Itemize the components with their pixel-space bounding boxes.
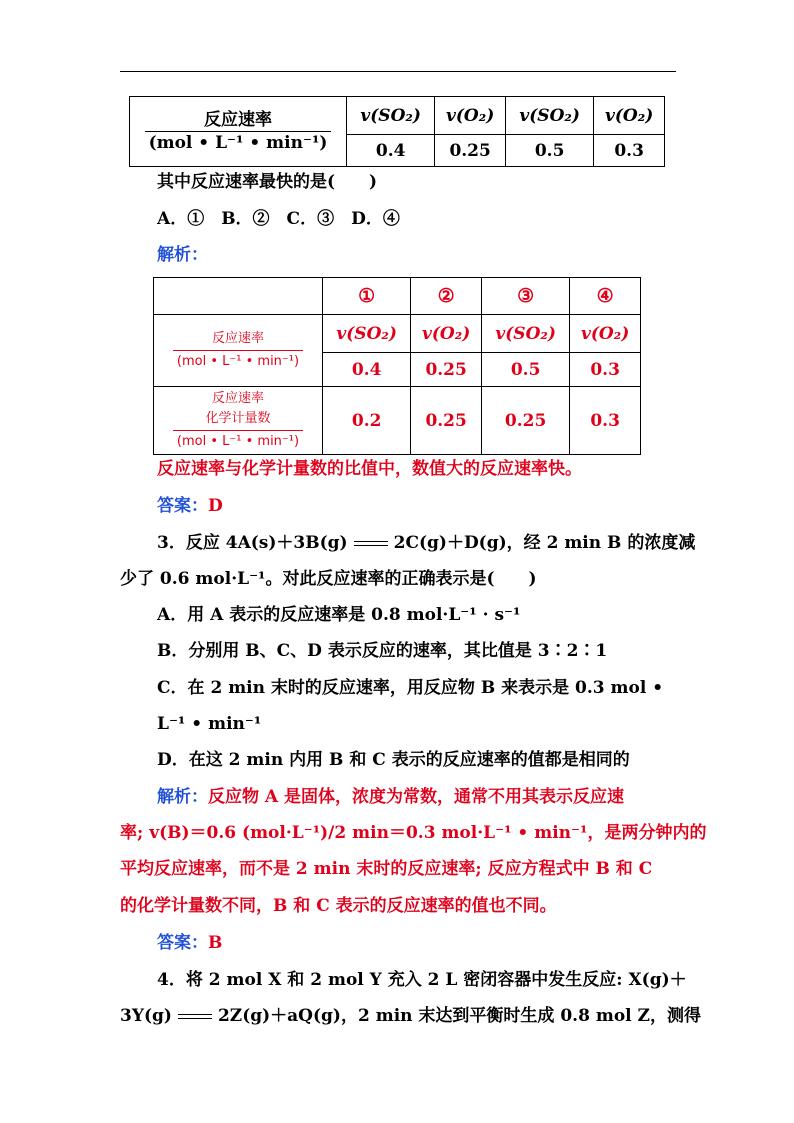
explanation-table [153, 277, 641, 455]
explanation-conclusion: 反应速率与化学计量数的比值中，数值大的反应速率快。 [157, 459, 582, 479]
q3-option-b: B．分别用 B、C、D 表示反应的速率，其比值是 3∶2∶1 [157, 641, 608, 661]
rate-label-cell: $\frac{\text{反应速率}}{\text{(mol • L⁻¹ • min⁻¹)}}$ [154, 315, 323, 387]
table-cell: 0.25 [481, 387, 569, 455]
table-cell: 0.3 [594, 135, 665, 167]
q3-line-1: 3．反应 4A(s)＋3B(g) 2C(g)＋D(g)，经 2 min B 的浓度减 [157, 533, 696, 553]
table-header: v(O₂) [594, 97, 665, 135]
table-cell: 0.25 [411, 353, 482, 387]
explanation-label: 解析： [157, 245, 208, 265]
q3-explanation-4: 的化学计量数不同，B 和 C 表示的反应速率的值也不同。 [120, 896, 557, 916]
circled-number: ② [411, 278, 482, 315]
table-header: v(O₂) [435, 97, 506, 135]
q3-option-d: D．在这 2 min 内用 B 和 C 表示的反应速率的值都是相同的 [157, 750, 630, 770]
table-cell: 0.25 [435, 135, 506, 167]
table-header: v(SO₂) [347, 97, 435, 135]
q3-explanation-3: 平均反应速率，而不是 2 min 末时的反应速率; 反应方程式中 B 和 C [120, 859, 653, 879]
answer-line: 答案：D [157, 496, 223, 516]
table-header: v(SO₂) [481, 315, 569, 353]
question-stem: 其中反应速率最快的是( ) [157, 172, 378, 192]
table-cell: 0.5 [481, 353, 569, 387]
table-cell: 0.5 [505, 135, 593, 167]
table-cell: 0.2 [323, 387, 411, 455]
ratio-label-cell: 反应速率 化学计量数 (mol • L⁻¹ • min⁻¹) [154, 387, 323, 455]
q3-option-c-cont: L⁻¹ • min⁻¹ [157, 714, 262, 734]
empty-cell [154, 278, 323, 315]
table-cell: 0.4 [347, 135, 435, 167]
table-cell: 0.4 [323, 353, 411, 387]
table-cell: 0.3 [570, 353, 641, 387]
header-rule [120, 71, 676, 72]
q4-line-2: 3Y(g) 2Z(g)＋aQ(g)，2 min 末达到平衡时生成 0.8 mol Z，测得 [120, 1006, 701, 1026]
q3-explanation-1: 解析：反应物 A 是固体，浓度为常数，通常不用其表示反应速 [157, 787, 625, 807]
q3-line-2: 少了 0.6 mol·L⁻¹。对此反应速率的正确表示是( ) [120, 569, 537, 589]
q4-line-1: 4．将 2 mol X 和 2 mol Y 充入 2 L 密闭容器中发生反应: X(g)＋ [157, 970, 687, 990]
rate-table [129, 96, 665, 167]
table-header: v(O₂) [570, 315, 641, 353]
circled-number: ④ [570, 278, 641, 315]
table-cell: 0.3 [570, 387, 641, 455]
q3-answer: 答案：B [157, 933, 223, 953]
table-header: v(SO₂) [323, 315, 411, 353]
circled-number: ① [323, 278, 411, 315]
circled-number: ③ [481, 278, 569, 315]
table-header: v(O₂) [411, 315, 482, 353]
q3-option-c: C．在 2 min 末时的反应速率，用反应物 B 来表示是 0.3 mol • [157, 678, 664, 698]
q3-explanation-2: 率; v(B)＝0.6 (mol·L⁻¹)/2 min＝0.3 mol·L⁻¹ • min⁻¹，是两分钟内的 [120, 823, 707, 843]
table-header: v(SO₂) [505, 97, 593, 135]
rate-header-cell: $\frac{\text{反应速率}}{\text{(mol • L⁻¹ • min⁻¹)}}$ [130, 97, 347, 167]
equilibrium-arrow-icon [178, 1012, 212, 1022]
q3-option-a: A．用 A 表示的反应速率是 0.8 mol·L⁻¹ · s⁻¹ [157, 605, 521, 625]
equilibrium-arrow-icon [354, 539, 388, 549]
table-cell: 0.25 [411, 387, 482, 455]
question-options: A．① B．② C．③ D．④ [157, 209, 400, 229]
